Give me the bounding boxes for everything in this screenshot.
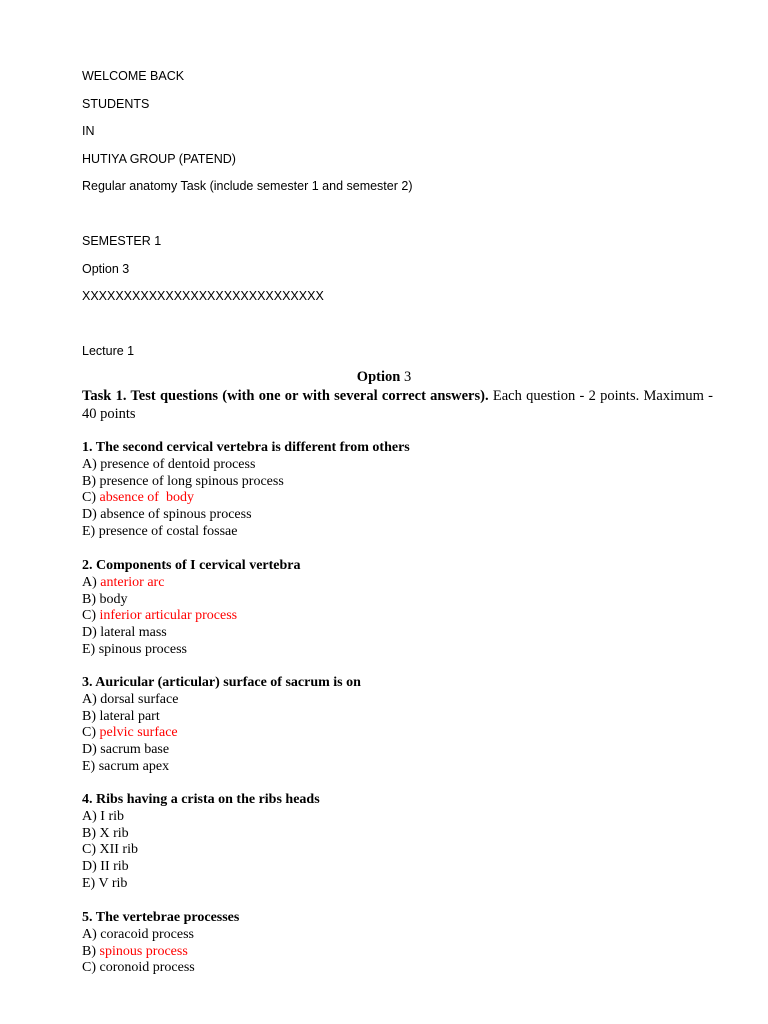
answer-letter: C)	[82, 608, 100, 624]
answer-text: lateral mass	[100, 625, 167, 641]
lecture-heading: Lecture 1	[82, 344, 135, 358]
task-title: Task 1. Test questions (with one or with several correct answers).	[82, 388, 489, 404]
question-block	[82, 792, 320, 893]
answer-option	[82, 709, 361, 726]
answer-letter: A)	[82, 691, 101, 707]
answer-letter: C)	[82, 842, 100, 858]
answer-option	[82, 876, 320, 893]
answer-option	[82, 524, 410, 541]
question-block	[82, 440, 410, 541]
answer-option	[82, 474, 410, 491]
answer-letter: B)	[82, 825, 100, 841]
answer-text: dorsal surface	[100, 691, 179, 707]
answer-option	[82, 608, 301, 625]
answer-text-correct: pelvic surface	[99, 725, 178, 741]
students-line: STUDENTS	[82, 97, 150, 111]
answer-letter: A)	[82, 574, 101, 590]
answer-letter: B)	[82, 708, 100, 724]
answer-text-correct: anterior arc	[100, 574, 165, 590]
answer-text: I rib	[100, 808, 124, 824]
answer-option	[82, 842, 320, 859]
option-title	[0, 369, 768, 386]
answer-text-correct: inferior articular process	[99, 608, 238, 624]
question-block	[82, 675, 361, 776]
answer-text: sacrum base	[100, 742, 170, 758]
question-title: 3. Auricular (articular) surface of sacrum is on	[82, 675, 361, 690]
answer-text-correct: spinous process	[99, 943, 188, 959]
answer-text: presence of costal fossae	[98, 523, 238, 539]
answer-text: X rib	[99, 825, 129, 841]
answer-text: XII rib	[99, 842, 138, 858]
answer-option	[82, 692, 361, 709]
answer-option	[82, 826, 320, 843]
answer-option	[82, 960, 239, 977]
answer-letter: E)	[82, 758, 99, 774]
answer-option	[82, 742, 361, 759]
answer-letter: D)	[82, 859, 101, 875]
answer-text: body	[99, 591, 128, 607]
answer-text-correct: absence of body	[99, 490, 194, 506]
answer-letter: D)	[82, 742, 101, 758]
group-line: HUTIYA GROUP (PATEND)	[82, 152, 236, 166]
answer-letter: B)	[82, 591, 100, 607]
answer-letter: A)	[82, 456, 101, 472]
semester-heading: SEMESTER 1	[82, 234, 162, 248]
answer-letter: D)	[82, 507, 101, 523]
task-instructions	[82, 387, 713, 423]
answer-text: presence of dentoid process	[100, 456, 256, 472]
answer-letter: E)	[82, 641, 99, 657]
question-block	[82, 910, 239, 977]
answer-letter: C)	[82, 725, 100, 741]
answer-letter: A)	[82, 808, 101, 824]
answer-text: V rib	[98, 875, 128, 891]
answer-option	[82, 809, 320, 826]
answer-text: presence of long spinous process	[99, 473, 284, 489]
in-line: IN	[82, 124, 95, 138]
option-line: Option 3	[82, 262, 130, 276]
answer-option	[82, 490, 410, 507]
answer-option	[82, 592, 301, 609]
question-title: 4. Ribs having a crista on the ribs heads	[82, 792, 320, 807]
answer-letter: C)	[82, 490, 100, 506]
answer-letter: C)	[82, 960, 100, 976]
answer-letter: D)	[82, 625, 101, 641]
answer-option	[82, 575, 301, 592]
answer-text: coronoid process	[99, 960, 195, 976]
answer-text: absence of spinous process	[100, 507, 252, 523]
answer-text: II rib	[100, 859, 129, 875]
question-title: 1. The second cervical vertebra is different from others	[82, 440, 410, 455]
answer-option	[82, 625, 301, 642]
answer-option	[82, 759, 361, 776]
answer-text: sacrum apex	[98, 758, 170, 774]
answer-option	[82, 507, 410, 524]
answer-letter: B)	[82, 473, 100, 489]
answer-text: lateral part	[99, 708, 160, 724]
answer-text: spinous process	[98, 641, 187, 657]
question-title: 2. Components of I cervical vertebra	[82, 558, 301, 573]
x-separator: XXXXXXXXXXXXXXXXXXXXXXXXXXXXX	[82, 289, 324, 303]
option-title-bold: Option	[356, 369, 401, 385]
question-title: 5. The vertebrae processes	[82, 910, 240, 925]
answer-letter: E)	[82, 523, 99, 539]
answer-option	[82, 927, 239, 944]
answer-letter: A)	[82, 926, 101, 942]
answer-text: coracoid process	[100, 926, 194, 942]
answer-letter: B)	[82, 943, 100, 959]
option-title-number: 3	[400, 369, 412, 385]
answer-option	[82, 457, 410, 474]
answer-option	[82, 944, 239, 961]
answer-option	[82, 725, 361, 742]
answer-option	[82, 859, 320, 876]
answer-option	[82, 642, 301, 659]
task-description-line: Regular anatomy Task (include semester 1 and semester 2)	[82, 179, 413, 193]
welcome-line: WELCOME BACK	[82, 69, 185, 83]
answer-letter: E)	[82, 875, 99, 891]
task-points: Each question - 2 points. Maximum - 40 points	[82, 388, 714, 422]
question-block	[82, 558, 301, 659]
